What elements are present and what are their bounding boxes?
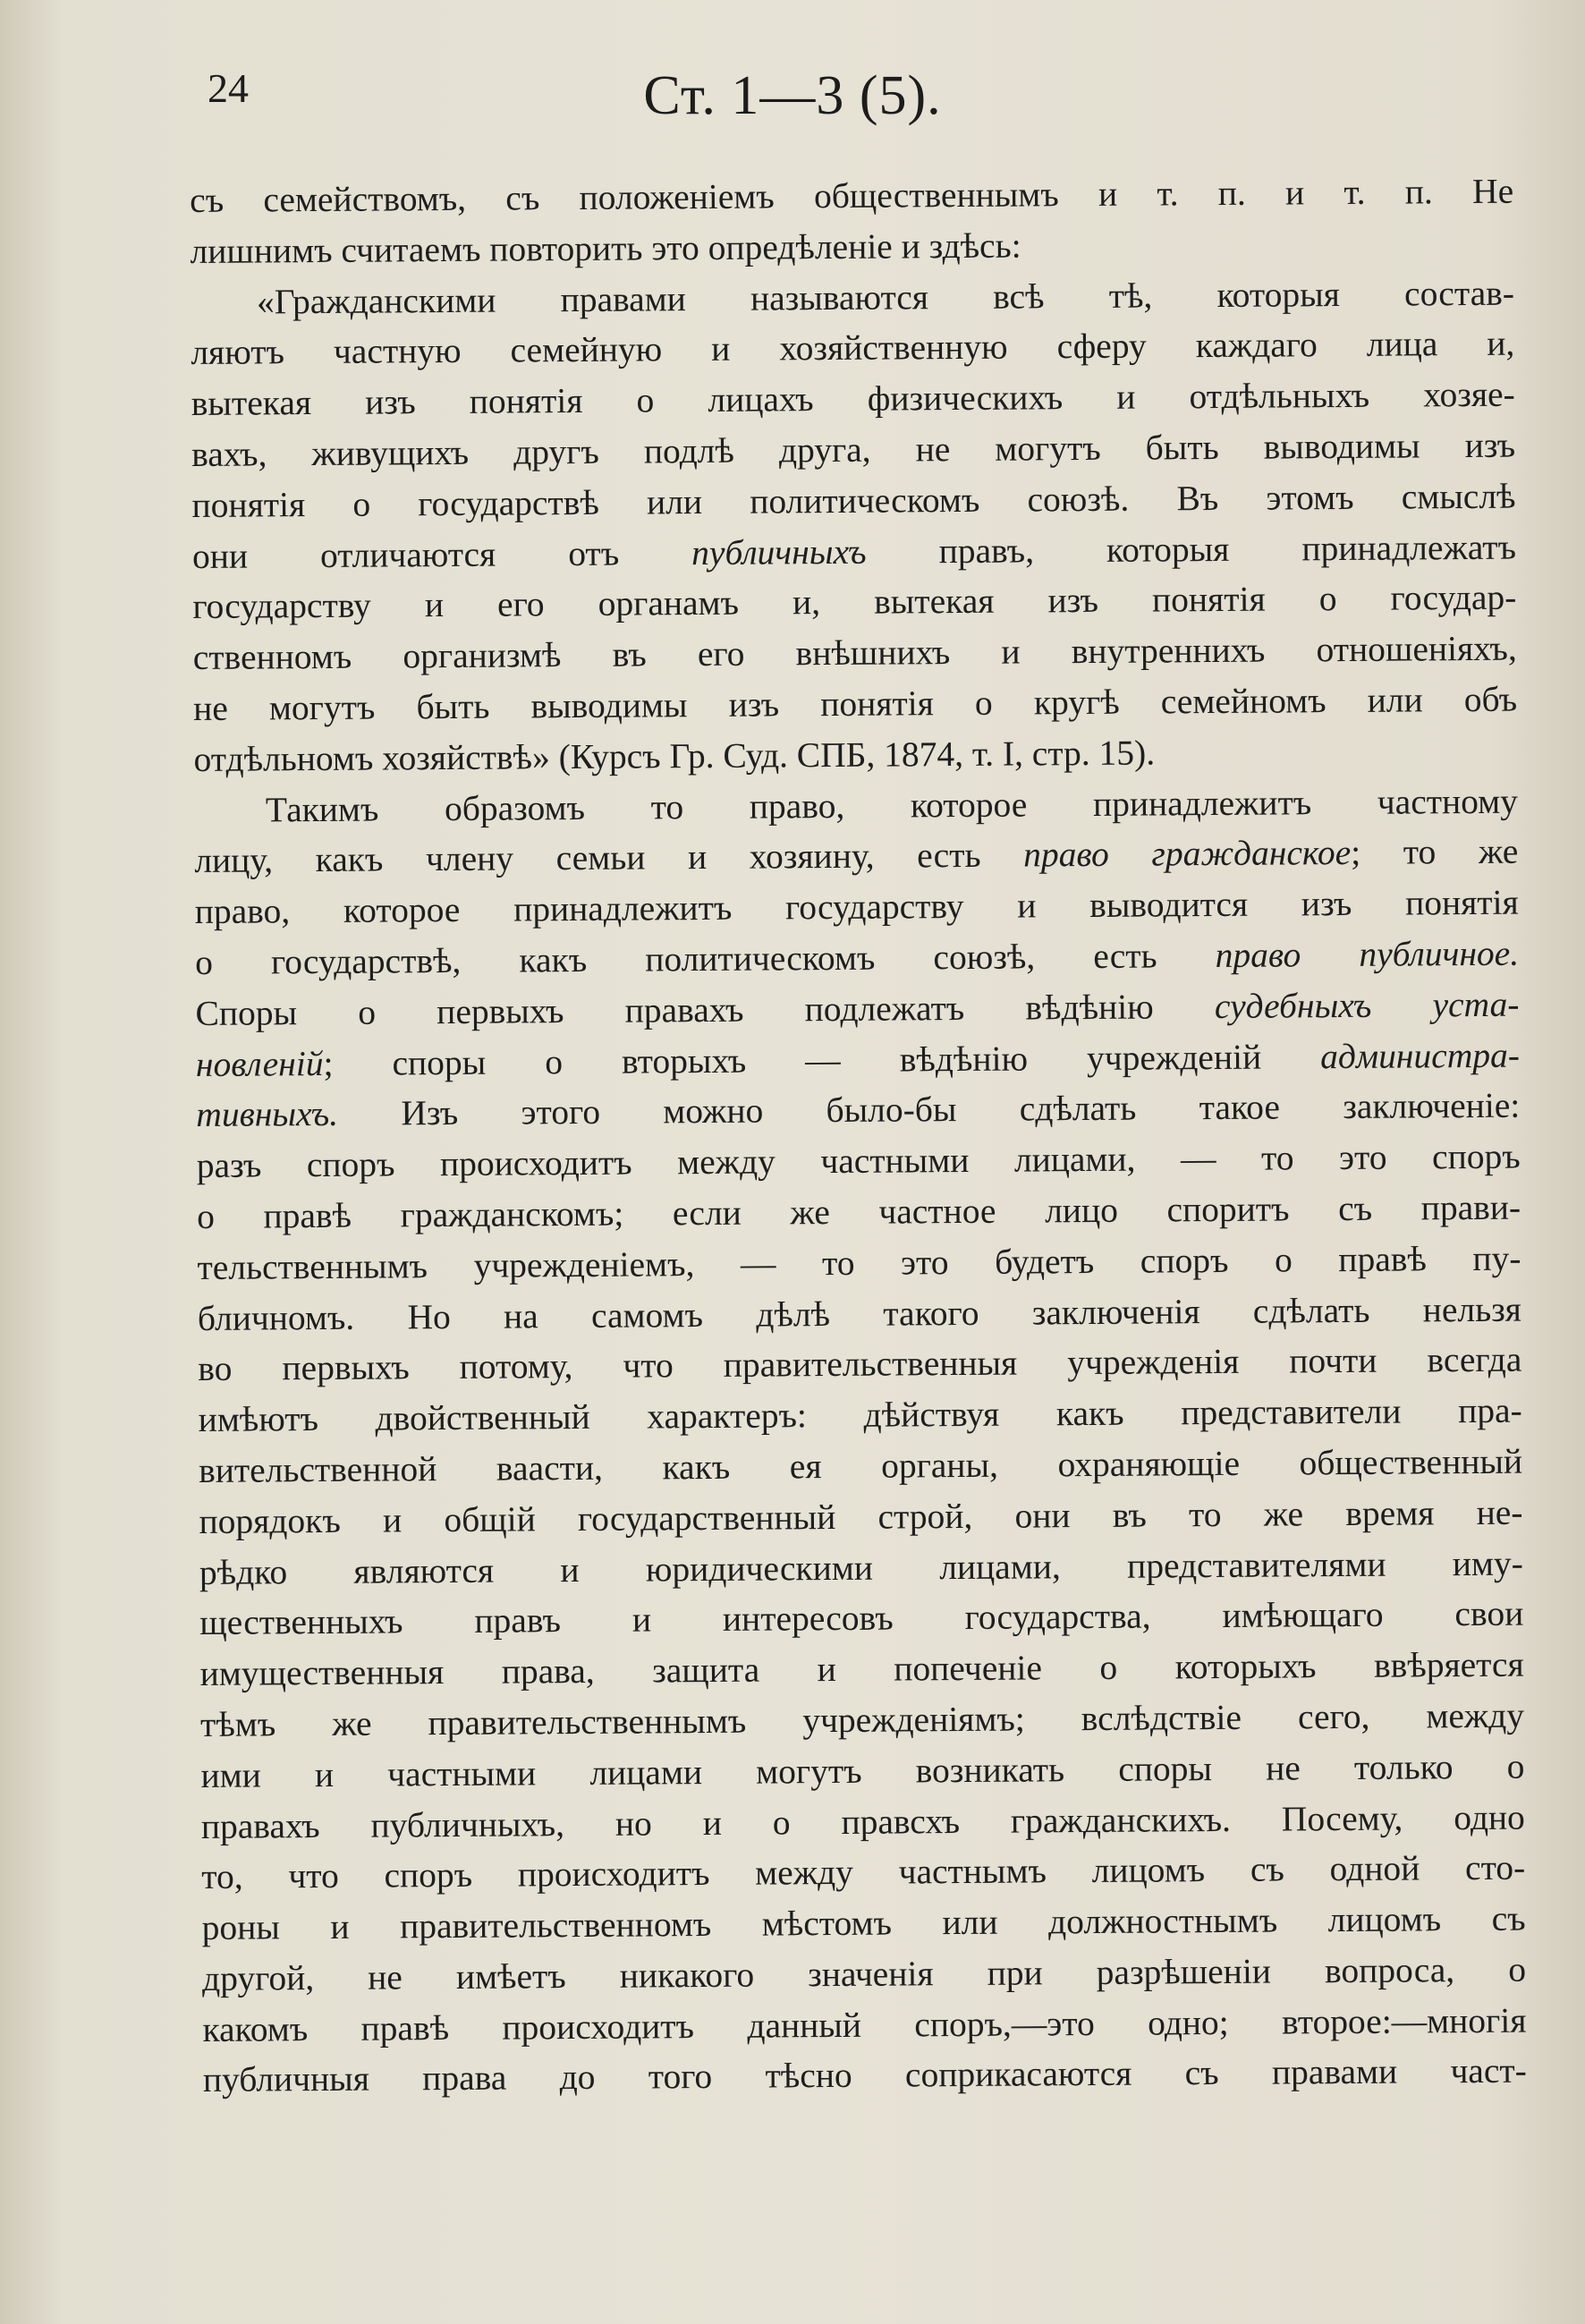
- text-segment: то, что споръ происходитъ между частнымъ лицомъ съ одной сто-: [201, 1847, 1526, 1897]
- text-line: [199, 1437, 1522, 1497]
- text-line: [202, 1995, 1526, 2055]
- text-line: [194, 827, 1518, 886]
- italic-text: новленій: [195, 1043, 324, 1084]
- italic-text: судебныхъ уста-: [1214, 984, 1520, 1026]
- text-line: [199, 1386, 1522, 1446]
- text-segment: о правѣ гражданскомъ; если же частное лицо споритъ съ прави-: [196, 1187, 1521, 1236]
- text-line: [190, 166, 1513, 226]
- text-line: [194, 776, 1518, 835]
- text-segment: другой, не имѣетъ никакого значенія при разрѣшеніи вопроса, о: [201, 1949, 1527, 1998]
- text-line: [197, 1183, 1521, 1243]
- text-line: [199, 1487, 1522, 1547]
- text-line: [192, 573, 1516, 632]
- text-line: [198, 1335, 1521, 1395]
- text-line: [191, 369, 1515, 429]
- text-segment: рѣдко являются и юридическими лицами, представителями иму-: [199, 1543, 1524, 1592]
- text-segment: право, которое принадлежитъ государству и выводится изъ понятія: [194, 882, 1519, 932]
- text-segment: порядокъ и общій государственный строй, они въ то же время не-: [199, 1492, 1523, 1541]
- text-segment: ; то же: [1351, 832, 1519, 873]
- text-line: [197, 1233, 1521, 1293]
- text-line: [201, 1792, 1525, 1852]
- text-segment: вытекая изъ понятія о лицахъ физическихъ и отдѣльныхъ хозяе-: [191, 374, 1515, 424]
- text-segment: ляютъ частную семейную и хозяйственную сферу каждаго лица и,: [191, 324, 1515, 373]
- text-segment: не могутъ быть выводимы изъ понятія о кругѣ семейномъ или объ: [193, 679, 1518, 728]
- text-segment: публичныя права до того тѣсно соприкасаются съ правами част-: [202, 2051, 1527, 2100]
- text-segment: щественныхъ правъ и интересовъ государства, имѣющаго свои: [199, 1593, 1524, 1643]
- text-segment: Изъ этого можно было-бы сдѣлать такое заключеніе:: [337, 1085, 1521, 1134]
- text-line: [192, 522, 1516, 581]
- text-line: [195, 929, 1519, 988]
- text-line: [203, 2046, 1527, 2106]
- text-line: [195, 979, 1519, 1039]
- text-segment: вительственной ваасти, какъ ея органы, охраняющіе общественный: [198, 1441, 1523, 1490]
- text-line: [193, 623, 1517, 683]
- text-segment: роны и правительственномъ мѣстомъ или должностнымъ лицомъ съ: [201, 1898, 1526, 1948]
- text-segment: они отличаются отъ: [191, 532, 692, 576]
- text-segment: Такимъ образомъ то право, которое принадлежитъ частному: [265, 781, 1519, 829]
- text-line: [199, 1640, 1523, 1700]
- text-line: [199, 1538, 1523, 1598]
- text-segment: государству и его органамъ и, вытекая изъ понятія о государ-: [192, 578, 1517, 627]
- text-segment: во первыхъ потому, что правительственныя учрежденія почти всегда: [198, 1339, 1522, 1389]
- text-line: [193, 674, 1517, 734]
- text-segment: тельственнымъ учрежденіемъ, — то это будетъ споръ о правѣ пу-: [197, 1238, 1521, 1287]
- text-line: [198, 1284, 1521, 1344]
- text-line: [191, 420, 1515, 480]
- text-segment: отдѣльномъ хозяйствѣ» (Курсъ Гр. Суд. СПБ, 1874, т. I, стр. 15).: [193, 733, 1156, 779]
- text-segment: имѣютъ двойственный характеръ: дѣйствуя какъ представители пра-: [198, 1390, 1522, 1440]
- text-segment: понятія о государствѣ или политическомъ союзѣ. Въ этомъ смыслѣ: [191, 476, 1516, 525]
- text-segment: ственномъ организмѣ въ его внѣшнихъ и внутреннихъ отношеніяхъ,: [192, 628, 1517, 678]
- text-line: [197, 1132, 1521, 1192]
- text-segment: вахъ, живущихъ другъ подлѣ друга, не могутъ быть выводимы изъ: [191, 425, 1516, 474]
- italic-text: право гражданское: [1023, 833, 1352, 875]
- text-segment: Споры о первыхъ правахъ подлежатъ вѣдѣнію: [195, 986, 1216, 1033]
- text-line: [201, 1843, 1525, 1903]
- text-line: [200, 1691, 1524, 1751]
- text-line: [196, 1030, 1520, 1090]
- text-line: [202, 1945, 1526, 2005]
- text-segment: лишнимъ считаемъ повторить это опредѣленіе и здѣсь:: [190, 225, 1021, 271]
- page-number: 24: [208, 65, 249, 111]
- text-segment: о государствѣ, какъ политическомъ союзѣ, есть: [194, 935, 1216, 982]
- text-line: [191, 267, 1514, 327]
- running-head: Ст. 1—3 (5).: [643, 65, 942, 126]
- text-line: [196, 1081, 1520, 1141]
- text-line: [201, 1894, 1525, 1954]
- text-segment: разъ споръ происходитъ между частными лицами, — то это споръ: [196, 1136, 1521, 1186]
- italic-text: администра-: [1320, 1035, 1521, 1076]
- text-line: [200, 1741, 1524, 1801]
- text-segment: съ семействомъ, съ положеніемъ общественнымъ и т. п. и т. п. Не: [190, 171, 1514, 220]
- body-text: [190, 166, 1527, 2107]
- text-line: [191, 318, 1514, 378]
- text-segment: «Гражданскими правами называются всѣ тѣ, которыя состав-: [256, 273, 1515, 322]
- text-line: [199, 1589, 1523, 1649]
- text-segment: какомъ правѣ происходитъ данный споръ,—это одно; второе:—многія: [202, 2000, 1527, 2049]
- text-segment: тѣмъ же правительственнымъ учрежденіямъ; вслѣдствіе сего, между: [199, 1695, 1525, 1744]
- text-segment: имущественныя права, защита и попеченіе о которыхъ ввѣряется: [199, 1644, 1524, 1694]
- text-line: [190, 216, 1513, 276]
- text-line: [195, 878, 1519, 937]
- text-segment: ; споры о вторыхъ — вѣдѣнію учрежденій: [323, 1036, 1321, 1083]
- text-segment: правъ, которыя принадлежатъ: [866, 527, 1517, 572]
- italic-text: публичныхъ: [691, 531, 867, 573]
- text-segment: лицу, какъ члену семьи и хозяину, есть: [194, 835, 1024, 881]
- italic-text: тивныхъ.: [196, 1094, 339, 1135]
- italic-text: право публичное.: [1215, 933, 1520, 975]
- text-line: [191, 471, 1515, 530]
- page-header: [0, 64, 1585, 136]
- text-segment: бличномъ. Но на самомъ дѣлѣ такого заключенія сдѣлать нельзя: [197, 1289, 1522, 1338]
- text-segment: ими и частными лицами могутъ возникать споры не только о: [200, 1746, 1525, 1795]
- text-line: [193, 725, 1517, 785]
- text-segment: правахъ публичныхъ, но и о правсхъ гражданскихъ. Посему, одно: [200, 1797, 1526, 1846]
